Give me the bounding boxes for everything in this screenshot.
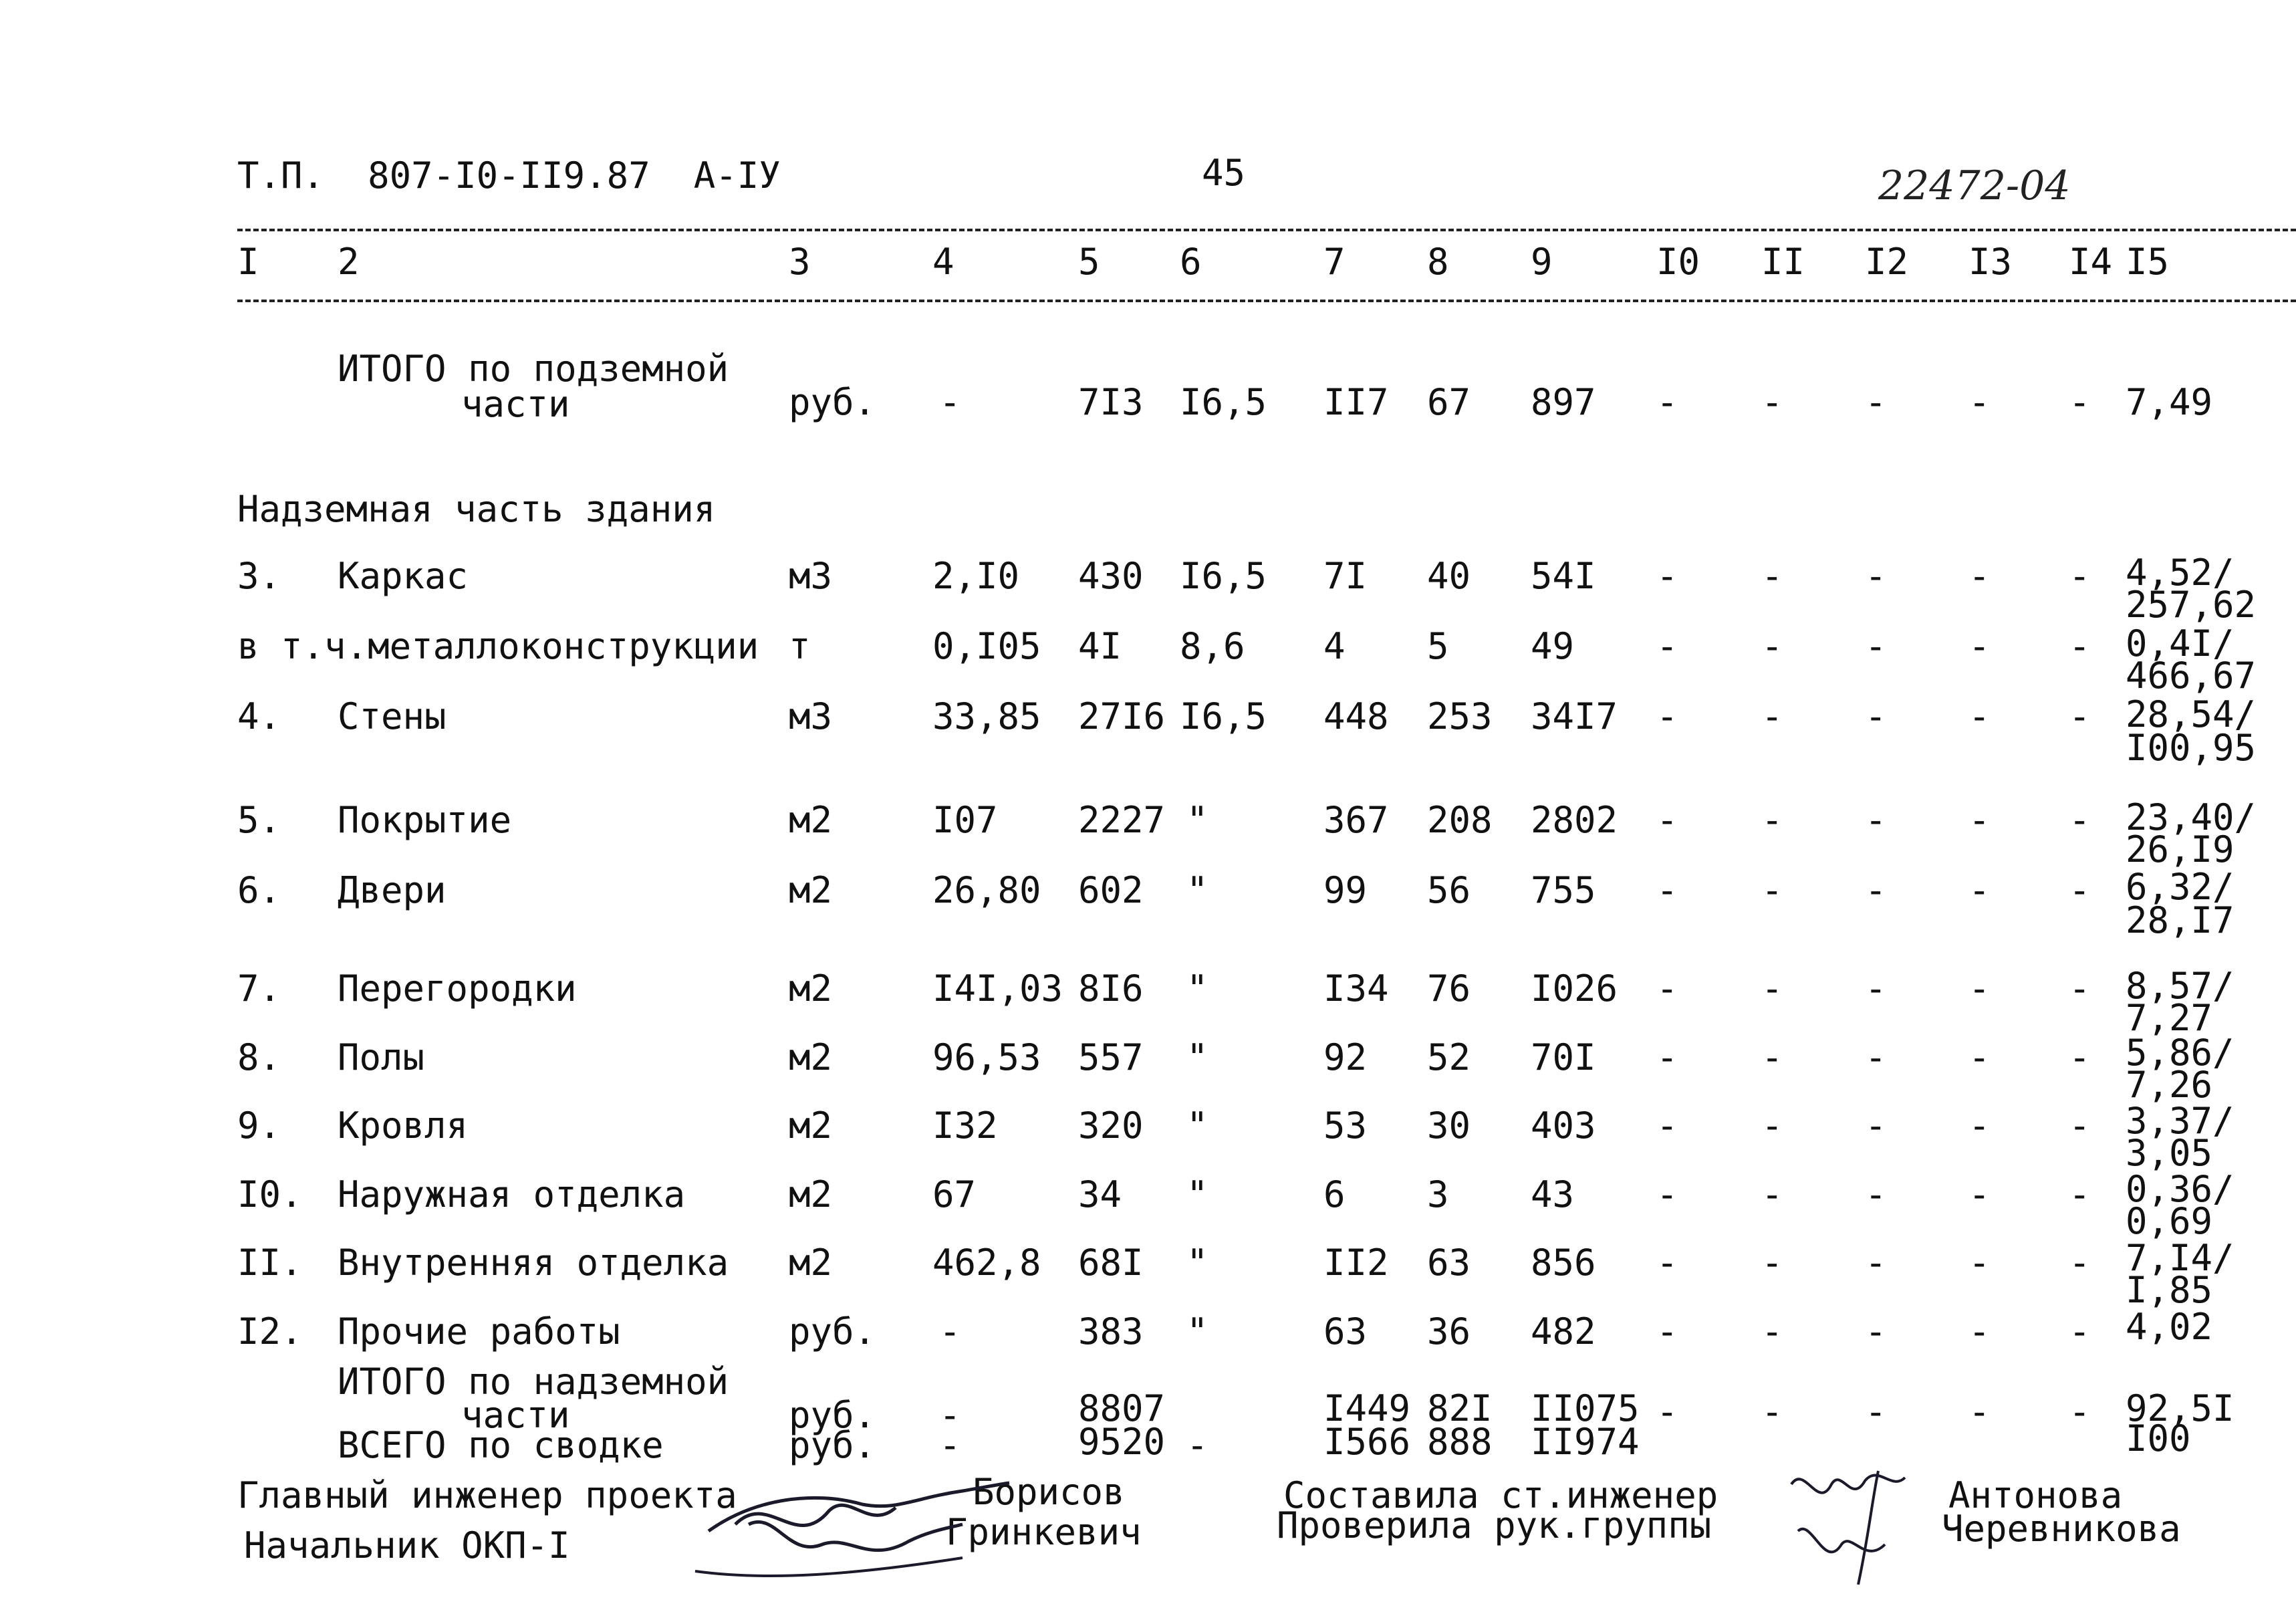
header-bottom-rule (237, 300, 2296, 302)
table-cell: 49 (1531, 625, 1575, 667)
table-cell: 33,85 (932, 695, 1041, 737)
column-header: 6 (1180, 241, 1202, 283)
table-cell: I07 (932, 799, 998, 841)
table-cell: - (1656, 967, 1678, 1010)
table-cell: I34 (1323, 967, 1389, 1010)
table-cell: - (1865, 1310, 1887, 1353)
table-cell: 462,8 (932, 1242, 1041, 1284)
table-cell: - (2069, 555, 2091, 597)
unit-cell: м2 (789, 967, 833, 1010)
table-cell: 320 (1078, 1105, 1144, 1147)
table-cell: - (1761, 1310, 1783, 1353)
unit-cell: м2 (789, 1105, 833, 1147)
table-cell: - (1865, 695, 1887, 737)
table-cell: 3 (1427, 1173, 1449, 1215)
column-header: 3 (789, 241, 811, 283)
table-cell: - (1656, 799, 1678, 841)
table-cell: - (1656, 869, 1678, 911)
table-cell: - (1968, 625, 1991, 667)
column-header: I4 (2069, 241, 2113, 283)
table-cell: I,85 (2126, 1269, 2213, 1311)
table-cell: 70I (1531, 1036, 1596, 1078)
table-cell: 4I (1078, 625, 1122, 667)
table-cell: - (1656, 1036, 1678, 1078)
table-cell: " (1186, 967, 1208, 1010)
table-cell: 4,52/ (2126, 552, 2235, 594)
table-cell: - (1865, 869, 1887, 911)
table-cell: I4I,03 (932, 967, 1063, 1010)
table-cell: 26,I9 (2126, 828, 2235, 871)
unit-cell: м3 (789, 695, 833, 737)
table-cell: - (1761, 381, 1783, 423)
table-cell: - (1865, 381, 1887, 423)
table-cell: - (2069, 967, 2091, 1010)
table-cell: 8807 (1078, 1387, 1166, 1429)
table-cell: " (1186, 1242, 1208, 1284)
unit-cell: руб. (789, 1394, 876, 1436)
table-cell: 68I (1078, 1242, 1144, 1284)
table-cell: - (1865, 625, 1887, 667)
table-cell: - (1656, 695, 1678, 737)
table-cell: 7,I4/ (2126, 1237, 2235, 1279)
table-cell: " (1186, 1036, 1208, 1078)
table-cell: " (1186, 799, 1208, 841)
table-cell: - (2069, 799, 2091, 841)
table-cell: - (939, 1394, 961, 1436)
table-cell: - (1968, 1173, 1991, 1215)
row-label: Полы (338, 1036, 425, 1078)
table-cell: - (2069, 1036, 2091, 1078)
column-header: 7 (1323, 241, 1346, 283)
table-cell: - (2069, 625, 2091, 667)
chief-engineer-title: Главный инженер проекта (237, 1474, 737, 1516)
table-cell: 466,67 (2126, 655, 2257, 697)
table-cell: 755 (1531, 869, 1596, 911)
row-number: 8. (237, 1036, 281, 1078)
table-cell: - (1656, 1105, 1678, 1147)
unit-cell: руб. (789, 1424, 876, 1466)
table-cell: 6,32/ (2126, 866, 2235, 908)
table-cell: 67 (932, 1173, 977, 1215)
document-code: Т.П. 807-I0-II9.87 А-IУ (237, 154, 781, 197)
row-label: Кровля (338, 1105, 469, 1147)
table-cell: 8I6 (1078, 967, 1144, 1010)
row-number: 6. (237, 869, 281, 911)
column-header: I2 (1865, 241, 1909, 283)
table-cell: - (1761, 1391, 1783, 1433)
table-cell: - (1968, 1391, 1991, 1433)
row-number: 3. (237, 555, 281, 597)
row-number: I2. (237, 1310, 303, 1353)
table-cell: 40 (1427, 555, 1471, 597)
table-cell: " (1186, 1173, 1208, 1215)
row-label-cont: части (461, 1394, 570, 1436)
table-cell: - (939, 381, 961, 423)
table-cell: 253 (1427, 695, 1493, 737)
table-cell: 0,4I/ (2126, 622, 2235, 665)
row-number: 7. (237, 967, 281, 1010)
table-cell: 96,53 (932, 1036, 1041, 1078)
row-number: 9. (237, 1105, 281, 1147)
table-cell: 2,I0 (932, 555, 1020, 597)
table-cell: 403 (1531, 1105, 1596, 1147)
table-cell: - (1656, 1242, 1678, 1284)
row-label: Двери (338, 869, 447, 911)
table-cell: 3,05 (2126, 1132, 2213, 1174)
table-cell: - (1968, 869, 1991, 911)
table-cell: - (939, 1424, 961, 1466)
table-cell: I566 (1323, 1421, 1411, 1463)
row-label: Наружная отделка (338, 1173, 686, 1215)
row-label: Перегородки (338, 967, 577, 1010)
table-cell: - (1865, 1036, 1887, 1078)
table-cell: 557 (1078, 1036, 1144, 1078)
table-cell: II974 (1531, 1421, 1640, 1463)
table-cell: 383 (1078, 1310, 1144, 1353)
table-cell: 897 (1531, 381, 1596, 423)
table-cell: 6 (1323, 1173, 1346, 1215)
row-label: ВСЕГО по сводке (338, 1424, 664, 1466)
table-cell: - (1656, 625, 1678, 667)
table-cell: 27I6 (1078, 695, 1166, 737)
table-cell: - (2069, 1391, 2091, 1433)
table-cell: 208 (1427, 799, 1493, 841)
table-cell: 92 (1323, 1036, 1368, 1078)
section-heading: Надземная часть здания (237, 488, 716, 530)
table-cell: 482 (1531, 1310, 1596, 1353)
table-cell: 856 (1531, 1242, 1596, 1284)
table-cell: - (939, 1310, 961, 1353)
compiled-by-title: Составила ст.инженер (1283, 1474, 1718, 1516)
header-top-rule (237, 229, 2296, 231)
table-cell: I6,5 (1180, 695, 1267, 737)
archive-number: 22472-04 (1878, 162, 2071, 209)
table-cell: 26,80 (932, 869, 1041, 911)
table-cell: - (1968, 381, 1991, 423)
table-cell: - (1656, 555, 1678, 597)
table-cell: 0,69 (2126, 1200, 2213, 1242)
table-cell: 63 (1427, 1242, 1471, 1284)
table-cell: 9520 (1078, 1421, 1166, 1463)
column-header: 8 (1427, 241, 1449, 283)
unit-cell: руб. (789, 381, 876, 423)
table-cell: 257,62 (2126, 584, 2257, 626)
table-cell: 99 (1323, 869, 1368, 911)
table-cell: 92,5I (2126, 1387, 2235, 1429)
table-cell: 76 (1427, 967, 1471, 1010)
table-cell: - (1761, 869, 1783, 911)
table-cell: 5,86/ (2126, 1032, 2235, 1074)
table-cell: - (2069, 869, 2091, 911)
row-number: 4. (237, 695, 281, 737)
table-cell: 7I3 (1078, 381, 1144, 423)
table-cell: 23,40/ (2126, 796, 2257, 838)
table-cell: 28,54/ (2126, 693, 2257, 735)
table-cell: - (1865, 967, 1887, 1010)
table-cell: 36 (1427, 1310, 1471, 1353)
table-cell: 430 (1078, 555, 1144, 597)
table-cell: - (1656, 381, 1678, 423)
table-cell: - (1761, 555, 1783, 597)
table-cell: - (1968, 555, 1991, 597)
table-cell: 43 (1531, 1173, 1575, 1215)
table-cell: - (1865, 1242, 1887, 1284)
table-cell: 30 (1427, 1105, 1471, 1147)
table-cell: - (1865, 1105, 1887, 1147)
unit-cell: м2 (789, 799, 833, 841)
row-label-cont: части (461, 383, 570, 425)
table-cell: 2802 (1531, 799, 1618, 841)
table-cell: - (1761, 625, 1783, 667)
table-cell: I449 (1323, 1387, 1411, 1429)
table-cell: 67 (1427, 381, 1471, 423)
table-cell: 4,02 (2126, 1306, 2213, 1348)
table-cell: - (1656, 1391, 1678, 1433)
table-cell: I00 (2126, 1417, 2191, 1460)
table-cell: 54I (1531, 555, 1596, 597)
table-cell: - (1761, 1242, 1783, 1284)
table-cell: - (1968, 1310, 1991, 1353)
table-cell: - (1865, 799, 1887, 841)
table-cell: 28,I7 (2126, 899, 2235, 941)
table-cell: 56 (1427, 869, 1471, 911)
table-cell: I00,95 (2126, 727, 2257, 769)
table-cell: 4 (1323, 625, 1346, 667)
table-cell: - (2069, 1173, 2091, 1215)
table-cell: 0,I05 (932, 625, 1041, 667)
table-cell: 34I7 (1531, 695, 1618, 737)
table-cell: 602 (1078, 869, 1144, 911)
table-cell: II7 (1323, 381, 1389, 423)
department-head-title: Начальник ОКП-I (244, 1524, 570, 1567)
row-label: Каркас (338, 555, 469, 597)
table-cell: 7,49 (2126, 381, 2213, 423)
table-cell: - (1865, 1173, 1887, 1215)
row-label: Прочие работы (338, 1310, 620, 1353)
checked-by-name: Черевникова (1942, 1508, 2181, 1550)
checked-by-title: Проверила рук.группы (1277, 1504, 1712, 1546)
table-cell: - (1761, 1036, 1783, 1078)
table-cell: 448 (1323, 695, 1389, 737)
compiled-by-name: Антонова (1948, 1474, 2123, 1516)
table-cell: " (1186, 1310, 1208, 1353)
table-cell: 3,37/ (2126, 1100, 2235, 1142)
column-header: II (1761, 241, 1805, 283)
unit-cell: м2 (789, 869, 833, 911)
table-cell: - (2069, 1105, 2091, 1147)
table-cell: - (2069, 695, 2091, 737)
column-header: I3 (1968, 241, 2013, 283)
table-cell: 7,26 (2126, 1064, 2213, 1106)
signature-grinkevich (688, 1504, 969, 1591)
unit-cell: т (789, 625, 811, 667)
table-cell: - (1761, 1105, 1783, 1147)
row-label: Внутренняя отделка (338, 1242, 729, 1284)
table-cell: - (2069, 381, 2091, 423)
unit-cell: м3 (789, 555, 833, 597)
column-header: 4 (932, 241, 954, 283)
table-cell: " (1186, 1105, 1208, 1147)
table-cell: 367 (1323, 799, 1389, 841)
column-header: 2 (338, 241, 360, 283)
unit-cell: руб. (789, 1310, 876, 1353)
table-cell: 63 (1323, 1310, 1368, 1353)
table-cell: 8,57/ (2126, 965, 2235, 1007)
row-label: ИТОГО по надземной (338, 1361, 729, 1403)
unit-cell: м2 (789, 1036, 833, 1078)
table-cell: 82I (1427, 1387, 1493, 1429)
table-cell: - (1968, 1105, 1991, 1147)
table-cell: 2227 (1078, 799, 1166, 841)
table-cell: 0,36/ (2126, 1168, 2235, 1210)
table-cell: - (1761, 695, 1783, 737)
column-header: I0 (1656, 241, 1700, 283)
chief-engineer-name: Борисов (973, 1471, 1125, 1513)
table-cell: - (1761, 799, 1783, 841)
table-cell: 52 (1427, 1036, 1471, 1078)
table-cell: 7,27 (2126, 997, 2213, 1039)
table-cell: I32 (932, 1105, 998, 1147)
table-cell: - (1865, 1391, 1887, 1433)
row-number: II. (237, 1242, 303, 1284)
row-label: в т.ч.металлоконструкции (237, 625, 759, 667)
unit-cell: м2 (789, 1242, 833, 1284)
row-label: Покрытие (338, 799, 512, 841)
table-cell: 888 (1427, 1421, 1493, 1463)
table-cell: - (1968, 695, 1991, 737)
table-cell: - (1968, 1242, 1991, 1284)
department-head-name: Гринкевич (946, 1511, 1142, 1553)
column-header: 9 (1531, 241, 1553, 283)
table-cell: 5 (1427, 625, 1449, 667)
column-header: I (237, 241, 259, 283)
table-cell: I6,5 (1180, 555, 1267, 597)
table-cell: 8,6 (1180, 625, 1245, 667)
signature-antonova (1778, 1437, 1952, 1605)
table-cell: - (2069, 1242, 2091, 1284)
table-cell: II075 (1531, 1387, 1640, 1429)
row-label: ИТОГО по подземной (338, 348, 729, 390)
column-header: I5 (2126, 241, 2170, 283)
row-number: I0. (237, 1173, 303, 1215)
unit-cell: м2 (789, 1173, 833, 1215)
table-cell: - (1968, 967, 1991, 1010)
table-cell: - (1865, 555, 1887, 597)
table-cell: - (1186, 1424, 1208, 1466)
table-cell: II2 (1323, 1242, 1389, 1284)
table-cell: 34 (1078, 1173, 1122, 1215)
table-cell: I6,5 (1180, 381, 1267, 423)
row-number: 5. (237, 799, 281, 841)
table-cell: - (1656, 1310, 1678, 1353)
row-label: Стены (338, 695, 447, 737)
table-cell: - (1761, 1173, 1783, 1215)
table-cell: I026 (1531, 967, 1618, 1010)
table-cell: - (2069, 1310, 2091, 1353)
page-number: 45 (1202, 152, 1246, 194)
table-cell: - (1761, 967, 1783, 1010)
table-cell: 7I (1323, 555, 1368, 597)
table-cell: - (1656, 1173, 1678, 1215)
table-cell: " (1186, 869, 1208, 911)
column-header: 5 (1078, 241, 1100, 283)
table-cell: 53 (1323, 1105, 1368, 1147)
table-cell: - (1968, 799, 1991, 841)
table-cell: - (1968, 1036, 1991, 1078)
